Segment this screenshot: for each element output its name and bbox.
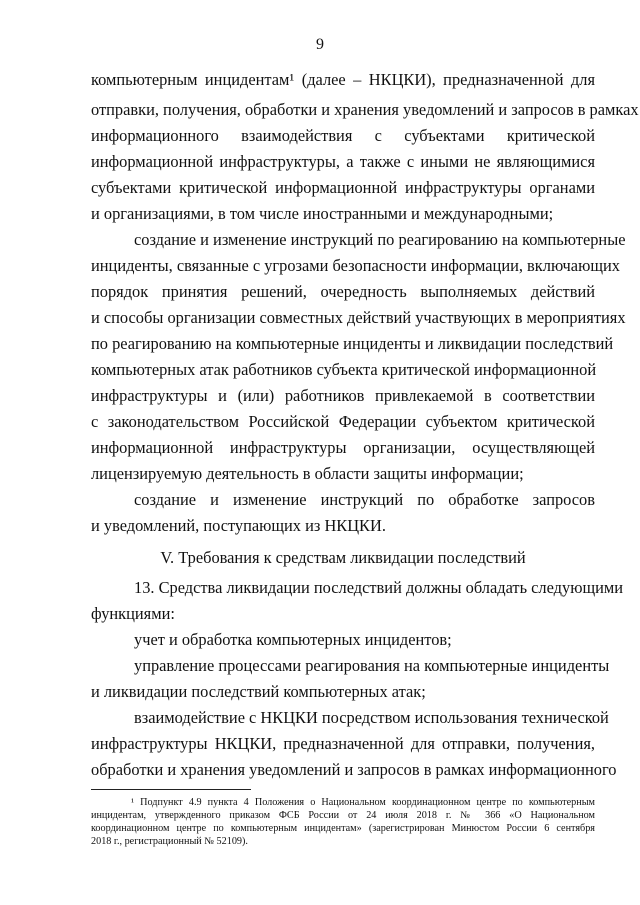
text-line: информационной инфраструктуры, а также с иными не являющимися bbox=[91, 152, 595, 171]
page-number: 9 bbox=[316, 36, 324, 53]
text-line: с законодательством Российской Федерации субъектом критической bbox=[91, 412, 595, 431]
text-line: взаимодействие с НКЦКИ посредством использования технической bbox=[134, 708, 609, 727]
text-line: и ликвидации последствий компьютерных атак; bbox=[91, 682, 426, 701]
text-line: и способы организации совместных действий участвующих в мероприятиях bbox=[91, 308, 626, 327]
section-heading: V. Требования к средствам ликвидации последствий bbox=[160, 548, 526, 567]
text-line: учет и обработка компьютерных инцидентов; bbox=[134, 630, 452, 649]
text-line: субъектами критической информационной инфраструктуры органами bbox=[91, 178, 595, 197]
footnote-separator bbox=[91, 789, 251, 790]
text-line: отправки, получения, обработки и хранения уведомлений и запросов в рамках bbox=[91, 100, 639, 119]
text-line: обработки и хранения уведомлений и запросов в рамках информационного bbox=[91, 760, 617, 779]
text-line: по реагированию на компьютерные инциденты и ликвидации последствий bbox=[91, 334, 614, 353]
text-line: инциденты, связанные с угрозами безопасности информации, включающих bbox=[91, 256, 620, 275]
text-line: компьютерных атак работников субъекта критической информационной bbox=[91, 360, 597, 379]
text-line: функциями: bbox=[91, 604, 175, 623]
text-line: инфраструктуры и (или) работников привлекаемой в соответствии bbox=[91, 386, 595, 405]
text-line: и организациями, в том числе иностранными и международными; bbox=[91, 204, 554, 223]
footnote-line: инцидентам, утвержденного приказом ФСБ России от 24 июля 2018 г. № 366 «О Национальном bbox=[91, 810, 595, 821]
text-line: информационного взаимодействия с субъектами критической bbox=[91, 126, 595, 145]
text-line: лицензируемую деятельность в области защиты информации; bbox=[91, 464, 524, 483]
text-line: инфраструктуры НКЦКИ, предназначенной для отправки, получения, bbox=[91, 734, 595, 753]
text-line: создание и изменение инструкций по обработке запросов bbox=[134, 490, 595, 509]
text-line: порядок принятия решений, очередность выполняемых действий bbox=[91, 282, 595, 301]
footnote-line: ¹ Подпункт 4.9 пункта 4 Положения о Национальном координационном центре по компьютерным bbox=[131, 797, 595, 808]
text-line: управление процессами реагирования на компьютерные инциденты bbox=[134, 656, 610, 675]
text-line: 13. Средства ликвидации последствий должны обладать следующими bbox=[134, 578, 623, 597]
footnote-line: 2018 г., регистрационный № 52109). bbox=[91, 836, 248, 847]
text-line: и уведомлений, поступающих из НКЦКИ. bbox=[91, 516, 386, 535]
text-line: создание и изменение инструкций по реагированию на компьютерные bbox=[134, 230, 626, 249]
text-line: информационной инфраструктуры организации, осуществляющей bbox=[91, 438, 595, 457]
footnote-line: координационном центре по компьютерным инцидентам» (зарегистрирован Минюстом России 6 сентября bbox=[91, 823, 595, 834]
text-line: компьютерным инцидентам¹ (далее – НКЦКИ), предназначенной для bbox=[91, 70, 595, 89]
